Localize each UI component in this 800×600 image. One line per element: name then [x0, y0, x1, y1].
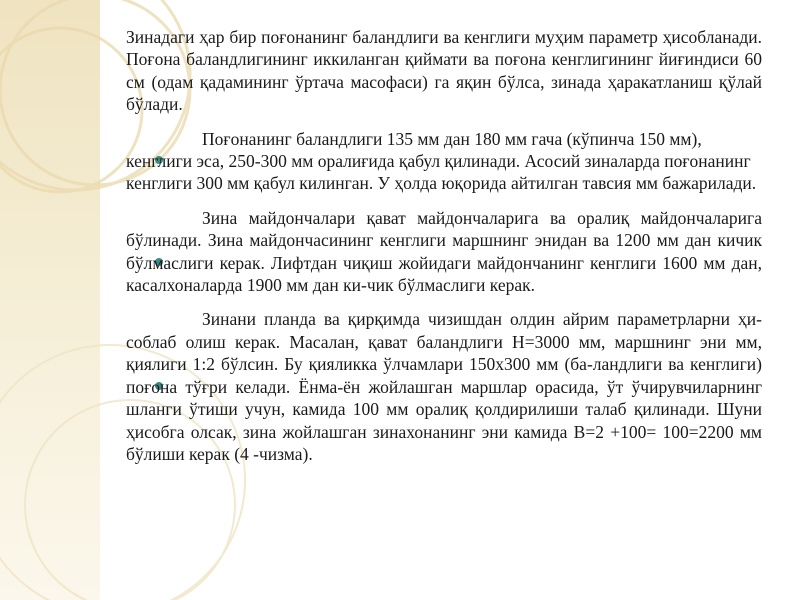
paragraph-step-dimensions: Зинадаги ҳар бир поғонанинг баландлиги ва кенглиги муҳим параметр ҳисобланади. Поғона баландлигининг иккиланган қиймати ва поғона кенглигининг йиғиндиси 60 см (одам қадамининг ўртача масофаси) га яқин бўлса, зинада ҳаракатланиш қўлай бўлади.: [126, 27, 762, 115]
paragraph-landings: Зина майдончалари қават майдончаларига ва оралиқ майдончаларига бўлинади. Зина майдончасининг кенглиги маршнинг энидан ва 1200 мм дан кичик бўлмаслиги керак. Лифтдан чиқиш жойидаги майдончанинг кенглиги 1600 мм дан, касалхоналарда 1900 мм дан ки-чик бўлмаслиги керак.: [126, 207, 762, 296]
slide-content: [126, 26, 762, 465]
decorative-sidebar: [0, 0, 100, 600]
paragraph-stair-parameters: Зинани планда ва қирқимда чизишдан олдин айрим параметрларни ҳи-соблаб олиш керак. Масалан, қават баландлиги Н=3000 мм, маршнинг эни мм, қиялиги 1:2 бўлсин. Бу қияликка ўлчамлари 150х300 мм (ба-ландлиги ва кенглиги) поғона тўғри келади. Ёнма-ён жойлашган маршлар орасида, ўт ўчирувчиларнинг шланги ўтиши учун, камида 100 мм оралиқ қолдирилиши талаб қилинади. Шуни ҳисобга олсак, зина жойлашган зинахонанинг эни камида В=2 +100= 100=2200 мм бўлиши керак (4 -чизма).: [126, 309, 762, 464]
paragraph-step-height-width: Поғонанинг баландлиги 135 мм дан 180 мм гача (кўпинча 150 мм), кенглиги эса, 250-300 мм оралиғида қабул қилинади. Асосий зиналарда поғонанинг кенглиги 300 мм қабул килинган. У ҳолда юқорида айтилган тавсия мм бажарилади.: [126, 128, 757, 194]
